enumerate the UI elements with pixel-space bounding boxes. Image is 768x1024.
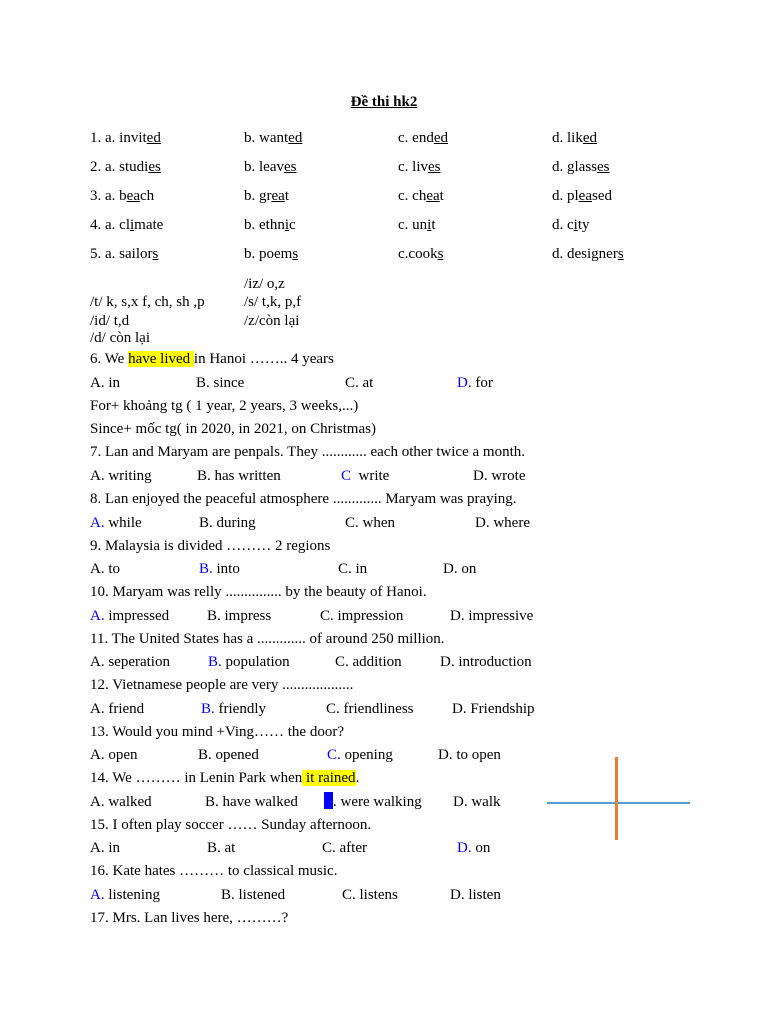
underlined-sound: es	[148, 159, 161, 175]
phonetic-option: d. designers	[552, 246, 624, 262]
underlined-sound: ea	[126, 188, 140, 204]
phonetic-option: d. city	[552, 217, 590, 233]
q16-option-c: C. listens	[342, 887, 398, 903]
phonetic-option: 4. a. climate	[90, 217, 164, 233]
question-6: 6. We have lived in Hanoi …….. 4 years	[90, 351, 334, 367]
phonetic-option: b. leaves	[244, 159, 297, 175]
phonetic-option: 2. a. studies	[90, 159, 161, 175]
q13-option-d: D. to open	[438, 747, 501, 763]
underlined-sound: i	[129, 217, 135, 233]
text-cursor	[324, 792, 333, 809]
q6-option-d: D. for	[457, 375, 493, 391]
q11-option-d: D. introduction	[440, 654, 532, 670]
q12-option-a: A. friend	[90, 701, 145, 717]
q7-option-b: B. has written	[197, 468, 281, 484]
underlined-sound: i	[284, 217, 289, 233]
underlined-sound: es	[283, 159, 297, 175]
q8-option-c: C. when	[345, 515, 395, 531]
underlined-sound: es	[597, 159, 610, 175]
underlined-sound: s	[152, 246, 159, 262]
note-iz: /iz/ o,z	[244, 276, 285, 292]
note-id: /id/ t,d	[90, 313, 130, 329]
vertical-drawn-line[interactable]	[615, 757, 618, 840]
q11-option-a: A. seperation	[90, 654, 170, 670]
q15-option-a: A. in	[90, 840, 120, 856]
note-z: /z/còn lại	[244, 313, 300, 329]
q12-option-b: B. friendly	[201, 701, 266, 717]
q6-note-since: Since+ mốc tg( in 2020, in 2021, on Christmas)	[90, 421, 376, 437]
q15-option-d: D. on	[457, 840, 491, 856]
underlined-sound: ed	[146, 130, 161, 146]
q16-option-a: A. listening	[90, 887, 161, 903]
underlined-sound: es	[428, 159, 441, 175]
q13-option-c: C. opening	[327, 747, 393, 763]
q14-option-c[interactable]: . were walking	[324, 792, 422, 812]
underlined-sound: i	[573, 217, 578, 233]
q13-option-b: B. opened	[198, 747, 259, 763]
question-14: 14. We ……… in Lenin Park when it rained.	[90, 770, 360, 786]
underlined-sound: s	[617, 246, 624, 262]
note-t: /t/ k, s,x f, ch, sh ,p	[90, 294, 205, 310]
phonetic-option: c. ended	[398, 130, 448, 146]
phonetic-option: b. wanted	[244, 130, 303, 146]
highlight: have lived	[128, 351, 194, 367]
q10-option-d: D. impressive	[450, 608, 534, 624]
q6-option-a: A. in	[90, 375, 120, 391]
q14-option-a: A. walked	[90, 794, 152, 810]
q14-option-b: B. have walked	[205, 794, 298, 810]
q10-option-c: C. impression	[320, 608, 404, 624]
q9-option-d: D. on	[443, 561, 477, 577]
q8-option-b: B. during	[199, 515, 256, 531]
question-7: 7. Lan and Maryam are penpals. They ............ each other twice a month.	[90, 444, 525, 460]
question-15: 15. I often play soccer …… Sunday afternoon.	[90, 817, 372, 833]
question-11: 11. The United States has a ............. of around 250 million.	[90, 631, 445, 647]
q12-option-c: C. friendliness	[326, 701, 414, 717]
q11-option-c: C. addition	[335, 654, 402, 670]
q16-option-b: B. listened	[221, 887, 286, 903]
q7-option-d: D. wrote	[473, 468, 526, 484]
phonetic-option: c. cheat	[398, 188, 444, 204]
q8-option-a: A. while	[90, 515, 142, 531]
q6-note-for: For+ khoảng tg ( 1 year, 2 years, 3 weeks,...)	[90, 398, 359, 414]
q9-option-a: A. to	[90, 561, 120, 577]
q6-option-c: C. at	[345, 375, 374, 391]
underlined-sound: i	[427, 217, 432, 233]
underlined-sound: ea	[271, 188, 285, 204]
question-17: 17. Mrs. Lan lives here, ………?	[90, 910, 289, 926]
phonetic-option: 5. a. sailors	[90, 246, 159, 262]
horizontal-drawn-line[interactable]	[547, 802, 690, 804]
phonetic-option: b. great	[244, 188, 289, 204]
underlined-sound: ed	[582, 130, 598, 146]
q15-option-b: B. at	[207, 840, 236, 856]
underlined-sound: ed	[433, 130, 448, 146]
q7-option-c: C write	[341, 468, 390, 484]
phonetic-option: d. pleased	[552, 188, 612, 204]
question-9: 9. Malaysia is divided ……… 2 regions	[90, 538, 331, 554]
q11-option-b: B. population	[208, 654, 290, 670]
question-10: 10. Maryam was relly ............... by the beauty of Hanoi.	[90, 584, 427, 600]
q13-option-a: A. open	[90, 747, 138, 763]
underlined-sound: ed	[288, 130, 303, 146]
phonetic-option: d. glasses	[552, 159, 610, 175]
phonetic-option: 1. a. invited	[90, 130, 161, 146]
question-12: 12. Vietnamese people are very ...................	[90, 677, 354, 693]
phonetic-option: 3. a. beach	[90, 188, 155, 204]
underlined-sound: ea	[578, 188, 592, 204]
q10-option-b: B. impress	[207, 608, 272, 624]
q6-option-b: B. since	[196, 375, 245, 391]
q9-option-c: C. in	[338, 561, 368, 577]
phonetic-option: c. lives	[398, 159, 441, 175]
q8-option-d: D. where	[475, 515, 530, 531]
question-13: 13. Would you mind +Ving…… the door?	[90, 724, 344, 740]
page-title: Đề thi hk2	[350, 94, 418, 110]
phonetic-option: c.cooks	[398, 246, 444, 262]
note-d: /d/ còn lại	[90, 330, 150, 346]
question-16: 16. Kate hates ……… to classical music.	[90, 863, 338, 879]
note-s: /s/ t,k, p,f	[244, 294, 302, 310]
q12-option-d: D. Friendship	[452, 701, 535, 717]
q15-option-c: C. after	[322, 840, 367, 856]
question-8: 8. Lan enjoyed the peaceful atmosphere ............. Maryam was praying.	[90, 491, 517, 507]
q16-option-d: D. listen	[450, 887, 501, 903]
q7-option-a: A. writing	[90, 468, 152, 484]
q10-option-a: A. impressed	[90, 608, 170, 624]
q9-option-b: B. into	[199, 561, 240, 577]
phonetic-option: b. ethnic	[244, 217, 296, 233]
underlined-sound: s	[292, 246, 299, 262]
phonetic-option: b. poems	[244, 246, 299, 262]
q14-option-d: D. walk	[453, 794, 501, 810]
highlight: it rained	[302, 770, 356, 786]
phonetic-option: c. unit	[398, 217, 436, 233]
phonetic-option: d. liked	[552, 130, 598, 146]
underlined-sound: s	[437, 246, 444, 262]
underlined-sound: ea	[426, 188, 440, 204]
